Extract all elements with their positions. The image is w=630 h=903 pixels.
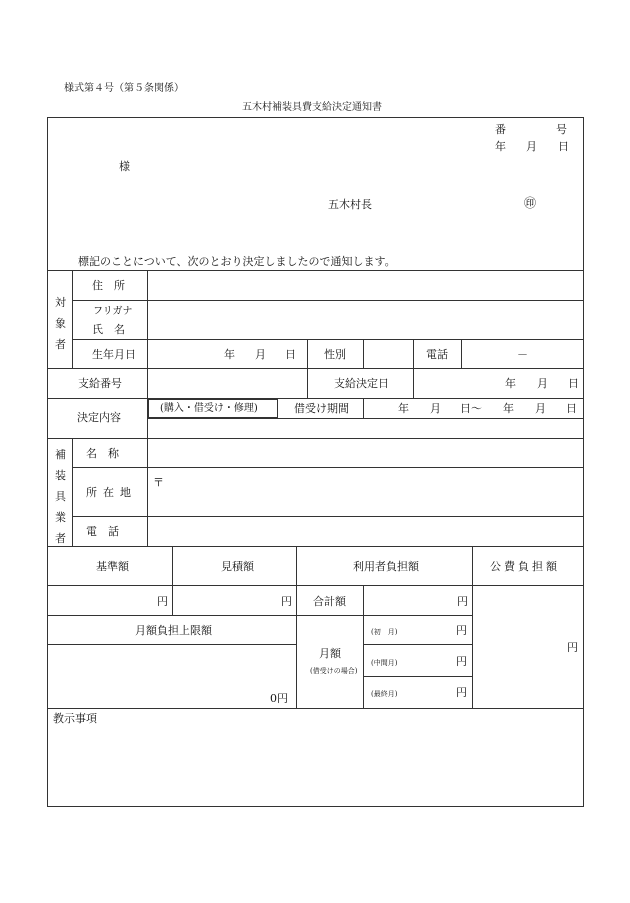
- rule: [72, 270, 73, 368]
- rule: [172, 546, 173, 615]
- first-month-label: (初 月): [371, 628, 398, 636]
- rule: [72, 339, 583, 340]
- payment-month: 月: [537, 377, 548, 390]
- sex-label: 性別: [324, 348, 346, 361]
- final-month-yen: 円: [456, 686, 467, 699]
- loan-period-label: 借受け期間: [294, 402, 349, 415]
- loan-end-day: 日: [566, 402, 577, 415]
- loan-end-month: 月: [535, 402, 546, 415]
- loan-start-day: 日～: [460, 402, 482, 415]
- rule: [47, 438, 583, 439]
- decision-kinds: (購入・借受け・修理): [160, 403, 258, 414]
- monthly-cap-value: 0円: [270, 692, 288, 705]
- payment-date-label: 支給決定日: [334, 377, 389, 390]
- rule: [363, 644, 472, 645]
- rule: [72, 516, 583, 517]
- payment-year: 年: [505, 377, 516, 390]
- header-month: 月: [526, 140, 537, 153]
- go-label: 号: [556, 123, 567, 136]
- rule: [363, 398, 364, 418]
- rule: [47, 368, 583, 369]
- decision-label: 決定内容: [77, 411, 121, 424]
- user-burden-label: 利用者負担額: [353, 560, 419, 573]
- loan-start-month: 月: [430, 402, 441, 415]
- name-label: 氏 名: [92, 323, 125, 336]
- birth-year: 年: [224, 348, 235, 361]
- recipient-sama: 様: [119, 160, 130, 173]
- loan-start-year: 年: [398, 402, 409, 415]
- public-burden-label: 公費負担額: [490, 560, 560, 573]
- payment-number-label: 支給番号: [78, 377, 122, 390]
- rule: [363, 585, 364, 708]
- phone-label: 電話: [426, 348, 448, 361]
- seal-mark: ㊞: [524, 196, 537, 210]
- rule: [147, 438, 148, 546]
- header-day: 日: [558, 140, 569, 153]
- monthly-cap-label: 月額負担上限額: [135, 624, 212, 637]
- furigana-label: フリガナ: [93, 306, 133, 317]
- rule: [72, 300, 583, 301]
- subject-group-label: 対 象 者: [55, 296, 66, 351]
- rule: [363, 676, 472, 677]
- notice-label: 教示事項: [53, 712, 97, 725]
- rule: [47, 615, 472, 616]
- estimate-label: 見積額: [221, 560, 254, 573]
- loan-end-year: 年: [503, 402, 514, 415]
- form-number-label: 様式第４号（第５条関係）: [64, 83, 184, 94]
- form-title: 五木村補装具費支給決定通知書: [242, 102, 382, 113]
- middle-month-yen: 円: [456, 655, 467, 668]
- rule: [47, 398, 583, 399]
- rule: [461, 339, 462, 368]
- total-label: 合計額: [313, 595, 346, 608]
- final-month-label: (最終月): [371, 690, 398, 698]
- rule: [47, 708, 583, 709]
- rule: [296, 546, 297, 708]
- public-burden-yen: 円: [567, 641, 578, 654]
- rule: [47, 644, 296, 645]
- rule: [307, 339, 308, 398]
- rule: [47, 546, 583, 547]
- header-year: 年: [495, 140, 506, 153]
- birth-day: 日: [285, 348, 296, 361]
- estimate-yen: 円: [281, 595, 292, 608]
- mayor-label: 五木村長: [328, 198, 372, 211]
- birthdate-label: 生年月日: [92, 348, 136, 361]
- rule: [72, 467, 583, 468]
- ban-label: 番: [495, 123, 506, 136]
- intro-text: 標記のことについて、次のとおり決定しましたので通知します。: [78, 255, 396, 268]
- middle-month-label: (中間月): [371, 659, 398, 667]
- base-amount-label: 基準額: [96, 560, 129, 573]
- total-yen: 円: [457, 595, 468, 608]
- rule: [413, 339, 414, 398]
- payment-day: 日: [568, 377, 579, 390]
- rule: [47, 585, 583, 586]
- monthly-note: (借受けの場合): [310, 667, 358, 675]
- form-border: [47, 117, 584, 807]
- vendor-location-label: 所在地: [86, 486, 137, 499]
- vendor-name-label: 名 称: [86, 447, 119, 460]
- base-yen: 円: [157, 595, 168, 608]
- rule: [72, 438, 73, 546]
- rule: [472, 546, 473, 708]
- rule: [47, 270, 583, 271]
- postal-mark: 〒: [153, 476, 164, 489]
- address-label: 住 所: [92, 279, 125, 292]
- vendor-phone-label: 電 話: [86, 525, 119, 538]
- rule: [363, 339, 364, 368]
- monthly-label: 月額: [319, 647, 341, 660]
- birth-month: 月: [255, 348, 266, 361]
- first-month-yen: 円: [456, 624, 467, 637]
- rule: [147, 418, 583, 419]
- vendor-group-label: 補 装 具 業 者: [55, 448, 66, 545]
- phone-dash: －: [517, 348, 528, 361]
